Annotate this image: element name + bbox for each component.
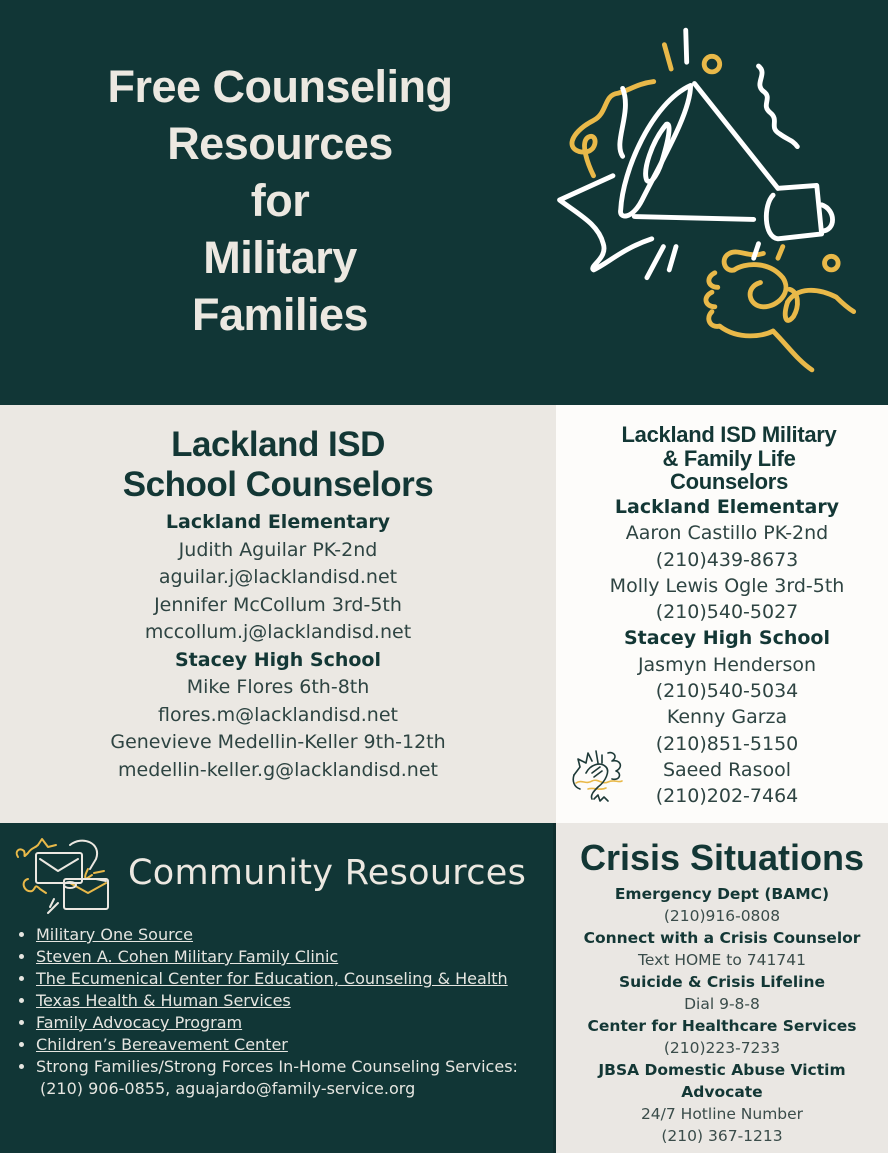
crisis-item-name: Center for Healthcare Services [587,1017,857,1035]
counselor-name: Jennifer McCollum 3rd-5th [154,593,402,616]
school-name: Lackland Elementary [165,511,391,533]
crisis-list [556,883,888,1147]
title-line: Lackland ISD [171,425,385,464]
counselor-phone: (210)202-7464 [655,785,799,808]
counselor-name: Jasmyn Henderson [637,653,817,676]
school-name: Lackland Elementary [614,496,840,518]
counselor-email: aguilar.j@lacklandisd.net [158,566,398,588]
counselor-phone: (210)851-5150 [655,732,799,755]
resource-link[interactable]: Children’s Bereavement Center [36,1035,288,1054]
counselor-email: medellin-keller.g@lacklandisd.net [118,758,438,781]
counselor-name: Kenny Garza [666,706,788,729]
hero-title-line: Families [191,289,369,340]
resource-item [36,924,556,946]
resource-link[interactable]: Texas Health & Human Services [36,991,291,1010]
counselor-name: Saeed Rasool [662,758,792,781]
counselor-phone: (210)439-8673 [655,548,799,571]
title-line: & Family Life [662,445,796,471]
megaphone-icon [545,15,875,385]
resource-item [36,946,556,968]
school-name: Stacey High School [624,627,830,650]
resource-link[interactable]: Military One Source [36,925,193,944]
counselor-name: Genevieve Medellin-Keller 9th-12th [110,731,446,753]
hero-banner [0,0,888,405]
crisis-situations-title: Crisis Situations [579,837,865,878]
hero-title [40,58,520,343]
crisis-item-detail: Dial 9-8-8 [684,995,760,1013]
school-counselors-panel [0,405,556,823]
military-counselors-panel [556,405,888,823]
school-name: Stacey High School [175,648,381,671]
crisis-item-detail: (210) 367-1213 [661,1127,783,1145]
crisis-item-name: JBSA Domestic Abuse Victim Advocate [598,1061,846,1101]
counselor-email: flores.m@lacklandisd.net [158,703,398,726]
resource-item [36,990,556,1012]
school-counselors-list [0,509,556,784]
community-resources-list [18,924,556,1100]
envelopes-icon [10,829,110,919]
resource-link[interactable]: Family Advocacy Program [36,1013,243,1032]
crisis-item-name: Suicide & Crisis Lifeline [618,973,826,991]
counselor-phone: (210)540-5034 [655,680,799,703]
resource-item [36,1056,556,1100]
counselor-email: mccollum.j@lacklandisd.net [144,621,412,643]
crisis-item-detail: (210)223-7233 [663,1039,781,1057]
resource-link[interactable]: Steven A. Cohen Military Family Clinic [36,947,339,966]
resource-text: Strong Families/Strong Forces In-Home Counseling Services: [36,1057,518,1076]
counselor-phone: (210)540-5027 [655,601,799,624]
hero-title-line: Free Counseling [107,61,453,112]
crisis-item-name: Connect with a Crisis Counselor [583,929,861,947]
community-resources-panel [0,823,556,1153]
counselor-name: Judith Aguilar PK-2nd [178,538,378,561]
military-counselors-title [556,423,888,494]
counselor-name: Aaron Castillo PK-2nd [625,522,829,545]
community-resources-title: Community Resources [128,853,527,893]
title-line: Counselors [669,469,789,494]
crisis-item-detail: (210)916-0808 [663,907,781,925]
crisis-item-detail: 24/7 Hotline Number [640,1105,804,1123]
hero-title-line: Resources [167,118,393,169]
counselor-name: Molly Lewis Ogle 3rd-5th [609,574,845,597]
resource-contact: (210) 906-0855, aguajardo@family-service.org [40,1079,416,1098]
resource-item [36,1012,556,1034]
resource-link[interactable]: The Ecumenical Center for Education, Counseling & Health [36,969,508,988]
hero-title-line: Military [203,232,357,283]
school-counselors-title [0,425,556,505]
title-line: Lackland ISD Military [621,422,837,447]
crisis-item-detail: Text HOME to 741741 [638,951,806,969]
title-line: School Counselors [122,465,434,504]
crisis-item-name: Emergency Dept (BAMC) [614,885,830,903]
counselor-name: Mike Flores 6th-8th [186,676,370,698]
crisis-situations-panel [556,823,888,1153]
resource-item [36,1034,556,1056]
resource-item [36,968,556,990]
handshake-icon [568,745,634,805]
hero-title-line: for [250,175,310,226]
